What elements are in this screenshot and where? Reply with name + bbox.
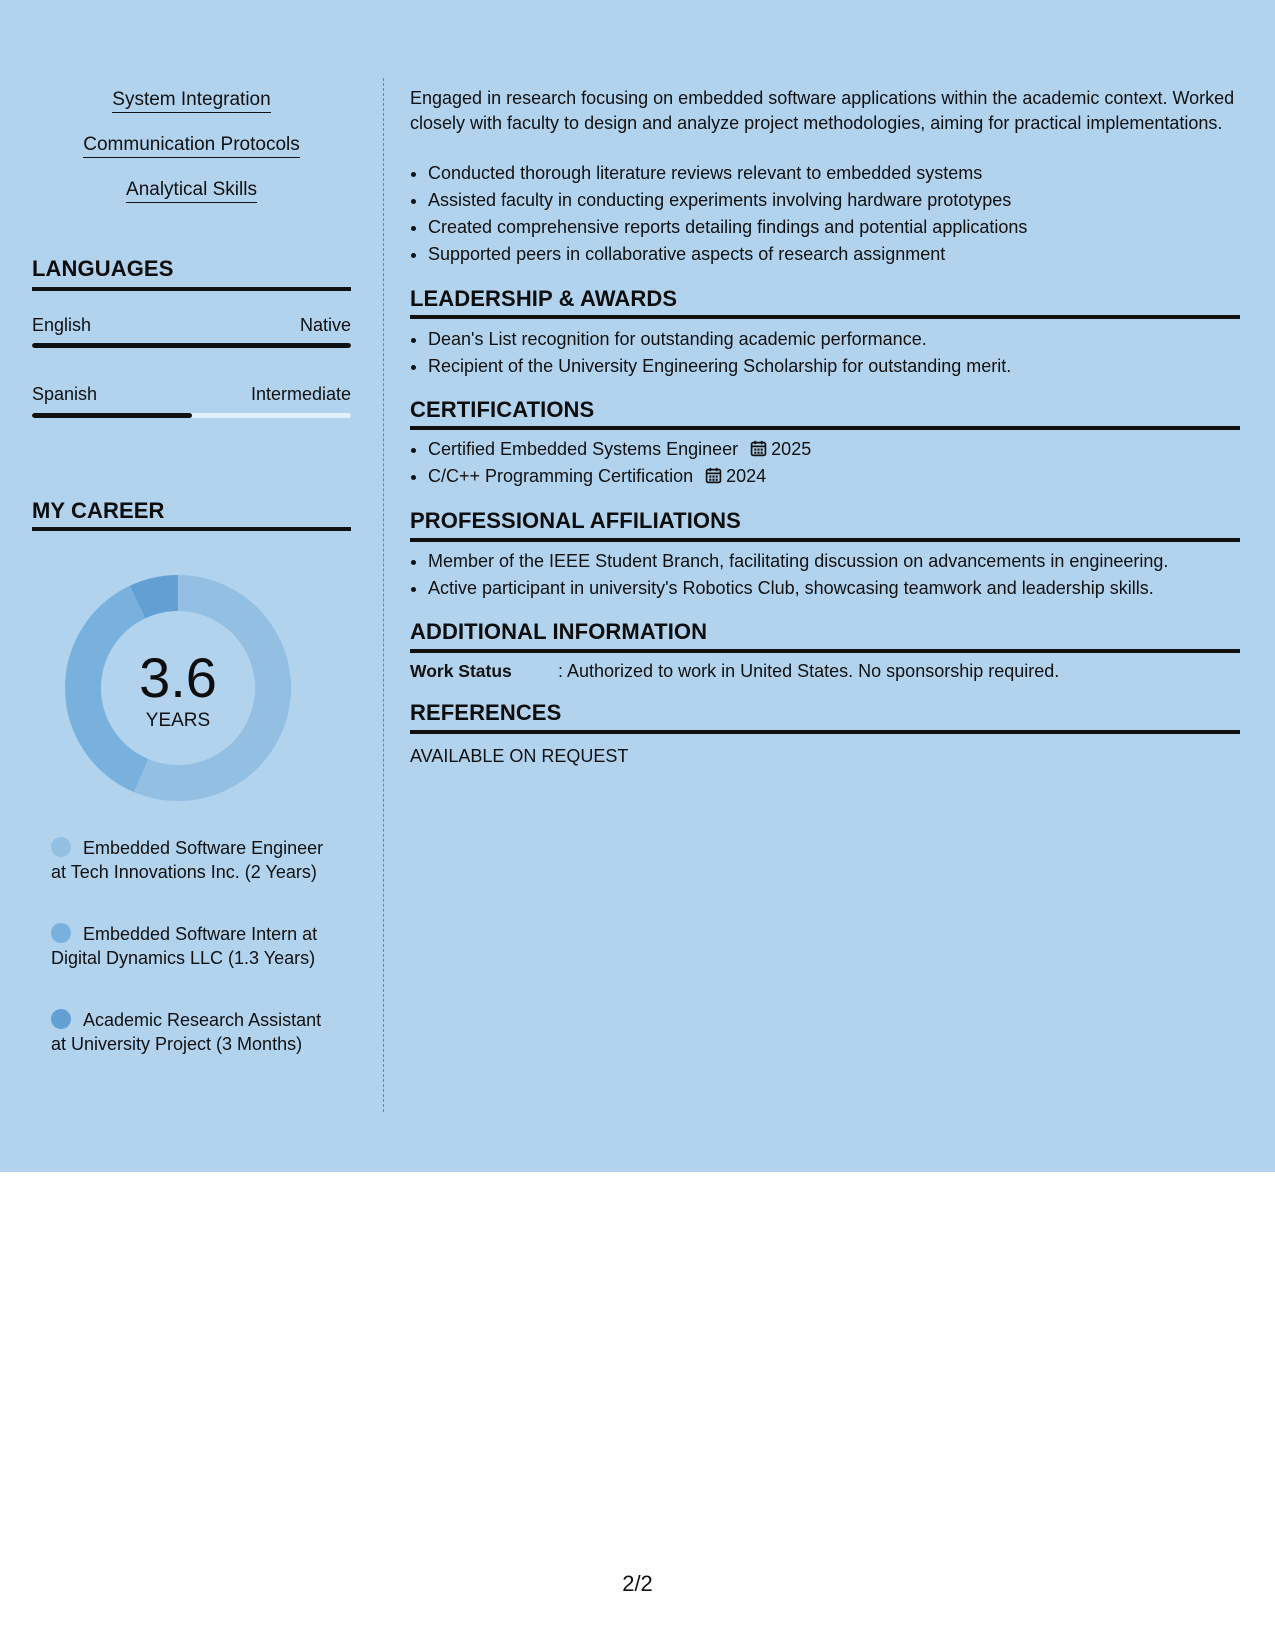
certification-name: Certified Embedded Systems Engineer bbox=[428, 439, 739, 459]
list-item bbox=[428, 436, 1240, 463]
list-item: • Member of the IEEE Student Branch, facilitating discussion on advancements in engineering. bbox=[428, 548, 1240, 575]
work-status-label: Work Status bbox=[410, 661, 512, 681]
calendar-icon bbox=[750, 440, 767, 457]
language-proficiency-fill bbox=[32, 343, 351, 348]
leadership-rule bbox=[410, 315, 1240, 319]
list-item: • Recipient of the University Engineering Scholarship for outstanding merit. bbox=[428, 353, 1240, 380]
research-summary: Engaged in research focusing on embedded software applications within the academic context. Worked closely with faculty to design and analyze project methodologies, aiming for practical implementations. bbox=[410, 88, 1235, 133]
certification-name: C/C++ Programming Certification bbox=[428, 466, 694, 486]
calendar-icon bbox=[705, 467, 722, 484]
career-legend-item bbox=[51, 922, 331, 970]
certification-year: 2024 bbox=[726, 466, 767, 486]
certifications-rule bbox=[410, 426, 1240, 430]
leadership-list bbox=[410, 326, 1240, 380]
skill-label: System Integration bbox=[112, 89, 270, 113]
legend-label: Embedded Software Engineer at Tech Innovations Inc. (2 Years) bbox=[51, 838, 324, 882]
affiliations-rule bbox=[410, 538, 1240, 542]
references-title: REFERENCES bbox=[410, 700, 562, 725]
languages-rule bbox=[32, 287, 351, 291]
legend-label: Academic Research Assistant at University Project (3 Months) bbox=[51, 1010, 322, 1054]
skill-item bbox=[32, 88, 351, 112]
certification-year: 2025 bbox=[771, 439, 812, 459]
skill-item bbox=[32, 178, 351, 202]
legend-dot bbox=[51, 1009, 71, 1029]
language-name: Spanish bbox=[32, 384, 98, 404]
list-item: • Dean's List recognition for outstanding academic performance. bbox=[428, 326, 1240, 353]
certifications-title: CERTIFICATIONS bbox=[410, 397, 595, 422]
affiliations-list bbox=[410, 548, 1240, 602]
skill-label: Analytical Skills bbox=[126, 179, 257, 203]
career-legend-item bbox=[51, 836, 331, 884]
research-bullets bbox=[410, 160, 1240, 268]
language-row bbox=[32, 383, 351, 405]
skill-label: Communication Protocols bbox=[83, 134, 299, 158]
list-item: • Active participant in university's Robotics Club, showcasing teamwork and leadership skills. bbox=[428, 575, 1240, 602]
legend-dot bbox=[51, 837, 71, 857]
language-row bbox=[32, 314, 351, 336]
leadership-title: LEADERSHIP & AWARDS bbox=[410, 286, 678, 311]
references-text: AVAILABLE ON REQUEST bbox=[410, 746, 629, 766]
career-legend-item bbox=[51, 1008, 331, 1056]
column-divider bbox=[383, 78, 384, 1112]
list-item: • Conducted thorough literature reviews relevant to embedded systems bbox=[428, 160, 1240, 187]
references-rule bbox=[410, 730, 1240, 734]
list-item: • Supported peers in collaborative aspects of research assignment bbox=[428, 241, 1240, 268]
language-level: Intermediate bbox=[250, 384, 351, 404]
career-total-unit: YEARS bbox=[145, 710, 211, 731]
certifications-list bbox=[410, 436, 1240, 490]
career-total-years: 3.6 bbox=[139, 646, 217, 709]
work-status-value: : Authorized to work in United States. No sponsorship required. bbox=[558, 661, 1060, 681]
language-proficiency-fill bbox=[32, 413, 192, 418]
language-name: English bbox=[32, 315, 92, 335]
career-rule bbox=[32, 527, 351, 531]
legend-label: Embedded Software Intern at Digital Dynamics LLC (1.3 Years) bbox=[51, 924, 318, 968]
languages-title: LANGUAGES bbox=[32, 256, 174, 281]
skill-item bbox=[32, 133, 351, 157]
list-item: • Created comprehensive reports detailing findings and potential applications bbox=[428, 214, 1240, 241]
page-number: 2/2 bbox=[622, 1571, 653, 1596]
additional-info-rule bbox=[410, 649, 1240, 653]
list-item: • Assisted faculty in conducting experiments involving hardware prototypes bbox=[428, 187, 1240, 214]
affiliations-title: PROFESSIONAL AFFILIATIONS bbox=[410, 508, 741, 533]
list-item bbox=[428, 463, 1240, 490]
language-proficiency-bar bbox=[32, 343, 351, 348]
language-proficiency-bar bbox=[32, 413, 351, 418]
language-level: Native bbox=[299, 315, 351, 335]
additional-info-title: ADDITIONAL INFORMATION bbox=[410, 619, 708, 644]
legend-dot bbox=[51, 923, 71, 943]
career-title: MY CAREER bbox=[32, 498, 165, 523]
